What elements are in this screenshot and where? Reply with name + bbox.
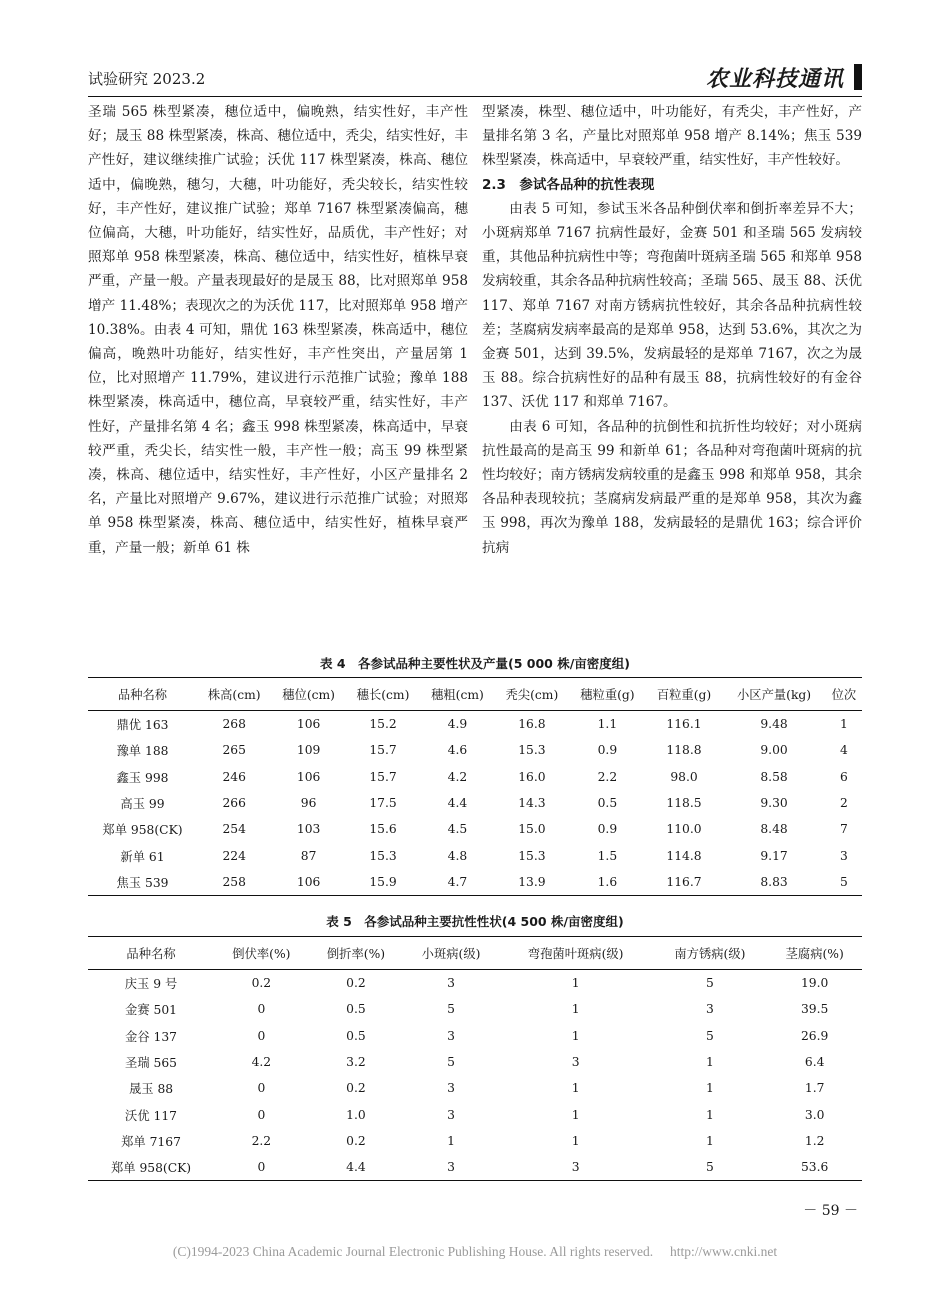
table-cell: 1 [571,1107,580,1122]
table-cell: 103 [296,822,321,837]
table4-header-cell: 穗粒重(g) [580,688,635,702]
table-cell: 0 [257,1107,266,1122]
resistance-paragraph-2: 由表 6 可知，各品种的抗倒性和抗折性均较好；对小斑病抗性最高的是高玉 99 和新单 61；各品种对弯孢菌叶斑病的抗性均较好；南方锈病发病较重的是鑫玉 998 和郑单 958，其余各品种表现较抗；茎腐病发病最严重的是郑单 958，其次为鑫玉 998，再次为豫单 188，发病最轻的是鼎优 163；综合评价抗病 [482,418,862,556]
table-cell: 郑单 7167 [121,1134,181,1149]
table-cell: 3.2 [346,1055,366,1070]
table-cell: 1.7 [804,1081,825,1096]
table4-header-cell: 秃尖(cm) [505,688,559,702]
table-cell: 1.1 [597,717,618,732]
table-row [88,1101,862,1127]
right-column [482,100,862,560]
table-cell: 1.6 [597,874,618,889]
table-row [88,996,862,1022]
table-cell: 0 [257,1002,266,1017]
section-title: 2.3 参试各品种的抗性表现 [482,176,655,193]
table-cell: 0.2 [346,1133,366,1148]
table-cell: 鑫玉 998 [116,770,169,785]
table-cell: 2.2 [597,769,618,784]
table-cell: 1 [571,1133,580,1148]
table-cell: 3 [447,1107,455,1122]
table-cell: 114.8 [666,848,702,863]
table-cell: 圣瑞 565 [125,1056,178,1071]
table5-header-cell: 小斑病(级) [421,947,481,961]
table4-header-cell: 穗长(cm) [356,688,410,702]
table-cell: 118.8 [666,743,702,758]
table-row [88,737,862,763]
table-cell: 110.0 [666,822,702,837]
table5-body [88,970,862,1181]
table-cell: 0.5 [597,796,618,811]
table-cell: 265 [222,743,246,758]
table-cell: 9.17 [760,848,788,863]
table-cell: 15.9 [369,874,397,889]
table-cell: 2.2 [251,1133,272,1148]
table4-header-row [88,678,862,711]
table-cell: 鼎优 163 [116,718,169,733]
table-cell: 0.2 [346,1081,366,1096]
table-cell: 246 [222,769,246,784]
table-cell: 4.2 [447,769,468,784]
table-cell: 晟玉 88 [128,1082,174,1097]
table-row [88,1154,862,1181]
table-cell: 0.5 [346,1028,366,1043]
table-cell: 8.58 [760,769,788,784]
table-cell: 0 [257,1028,266,1043]
table-cell: 0.2 [251,976,272,991]
table-cell: 16.0 [518,769,546,784]
table-cell: 1.5 [597,848,618,863]
table-cell: 7 [839,822,848,837]
table-cell: 268 [222,717,246,732]
table-row [88,970,862,997]
table-cell: 39.5 [800,1002,829,1017]
table-cell: 1 [571,1081,580,1096]
table-cell: 豫单 188 [116,744,169,759]
table-cell: 4.6 [447,743,468,758]
table4 [88,677,862,896]
table-cell: 1 [839,717,848,732]
table5-header-row [88,937,862,970]
table-cell: 1 [447,1133,455,1148]
table-cell: 新单 61 [120,849,165,864]
table-cell: 116.7 [666,874,702,889]
right-continuation: 型紧凑，株型、穗位适中，叶功能好，有秃尖，丰产性好，产量排名第 3 名，产量比对照郑单 958 增产 8.14%；焦玉 539 株型紧凑，株高适中，早衰较严重，结实性好，丰产性较好。 [482,104,862,169]
table-cell: 金赛 501 [125,1003,178,1018]
table-cell: 3 [447,1160,455,1175]
table-cell: 4.4 [346,1160,366,1175]
table4-header-cell: 品种名称 [117,688,168,702]
table-cell: 16.8 [518,717,546,732]
table-cell: 沃优 117 [125,1108,178,1123]
table-cell: 9.00 [760,743,788,758]
left-paragraph: 圣瑞 565 株型紧凑，穗位适中，偏晚熟，结实性好，丰产性好；晟玉 88 株型紧凑，株高、穗位适中，秃尖，结实性好，丰产性好，建议继续推广试验；沃优 117 株型紧凑，株高、穗位适中，偏晚熟，穗匀，大穗，叶功能好，秃尖较长，结实性较好，丰产性好，建议推广试验；郑单 7167 株型紧凑偏高，穗位偏高，大穗，叶功能好，结实性好，品质优，丰产性好；对照郑单 958 株型紧凑，株高、穗位适中，结实性好，植株早衰严重，产量一般。产量表现最好的是晟玉 88，比对照郑单 958 增产 11.48%；表现次之的为沃优 117，比对照郑单 958 增产 10.38%。由表 4 可知，鼎优 163 株型紧凑，株高适中，穗位偏高，晚熟叶功能好，结实性好，丰产性突出，产量居第 1 位，比对照增产 11.79%，建议进行示范推广试验；豫单 188 株型紧凑，株高适中，穗位高，早衰较严重，结实性好，丰产性好，产量排名第 4 名；鑫玉 998 株型紧凑，株高适中，早衰较严重，秃尖长，结实性一般，丰产性一般；高玉 99 株型紧凑，株高、穗位适中，结实性好，丰产性好，小区产量排名 2 名，产量比对照增产 9.67%，建议进行示范推广试验；对照郑单 958 株型紧凑，株高、穗位适中，结实性好，植株早衰严重，产量一般；新单 61 株 [88,104,468,556]
table-cell: 15.3 [518,743,546,758]
table-cell: 254 [222,822,246,837]
table-cell: 3.0 [804,1107,825,1122]
table-cell: 53.6 [800,1160,829,1175]
table4-header-cell: 穗位(cm) [282,688,335,702]
table-cell: 1 [705,1055,714,1070]
table-cell: 14.3 [518,796,546,811]
table-cell: 15.3 [369,848,397,863]
table-cell: 19.0 [800,976,829,991]
table-cell: 258 [222,874,246,889]
table-cell: 6.4 [804,1055,825,1070]
table-cell: 116.1 [666,717,702,732]
table-cell: 1 [705,1107,714,1122]
running-header [88,62,862,94]
table-cell: 4.7 [447,874,468,889]
table5-header-cell: 弯孢菌叶斑病(级) [527,947,624,961]
table-cell: 0.9 [597,822,618,837]
table-cell: 焦玉 539 [116,875,169,890]
table-row [88,790,862,816]
table-cell: 1 [571,1002,580,1017]
table4-body [88,711,862,896]
table-cell: 2 [839,796,848,811]
table-row [88,1049,862,1075]
table-cell: 8.48 [760,822,788,837]
table-cell: 109 [296,743,321,758]
table-cell: 0 [257,1160,266,1175]
table-row [88,869,862,896]
table-cell: 15.7 [369,769,397,784]
table-row [88,842,862,868]
table-cell: 15.6 [369,822,397,837]
table-cell: 3 [571,1055,580,1070]
table-cell: 15.2 [369,717,397,732]
table-row [88,1023,862,1049]
table-cell: 4.8 [447,848,468,863]
table-cell: 3 [447,1081,455,1096]
header-rule [88,96,862,97]
table4-header-cell: 位次 [831,688,857,702]
table-cell: 224 [222,848,246,863]
table-cell: 郑单 958(CK) [110,1161,192,1176]
table-cell: 5 [705,976,714,991]
table-cell: 1 [571,1028,580,1043]
table-cell: 5 [839,874,848,889]
page-number: － 59 － [803,1203,858,1219]
table-cell: 5 [705,1028,714,1043]
table-cell: 87 [300,848,317,863]
table4-header-cell: 株高(cm) [207,688,261,702]
table-cell: 4.2 [251,1055,272,1070]
table5-caption: 表 5 各参试品种主要抗性性状(4 500 株/亩密度组) [326,914,624,929]
table-cell: 96 [300,796,317,811]
table-cell: 5 [447,1002,455,1017]
header-bar-mark [854,64,862,90]
table-cell: 庆玉 9 号 [124,977,178,992]
table-cell: 0.9 [597,743,618,758]
table5-header-cell: 倒折率(%) [326,947,386,961]
table5-header-cell: 茎腐病(%) [785,947,844,961]
table-cell: 26.9 [800,1028,829,1043]
table-cell: 118.5 [666,796,702,811]
table-cell: 1 [705,1081,714,1096]
table5 [88,936,862,1181]
resistance-paragraph-1: 由表 5 可知，参试玉米各品种倒伏率和倒折率差异不大；小斑病郑单 7167 抗病性最好，金赛 501 和圣瑞 565 发病较重，其他品种抗病性中等；弯孢菌叶斑病圣瑞 565 和郑单 958 发病较重，其余各品种抗病性较高；圣瑞 565、晟玉 88、沃优 117、郑单 7167 对南方锈病抗性较好，其余各品种抗病性较差；茎腐病发病率最高的是郑单 958，达到 53.6%，其次之为金赛 501，达到 39.5%，发病最轻的是郑单 7167，次之为晟玉 88。综合抗病性好的品种有晟玉 88，抗病性较好的有金谷 137、沃优 117 和郑单 7167。 [482,200,862,411]
table4-caption: 表 4 各参试品种主要性状及产量(5 000 株/亩密度组) [319,656,631,671]
table-cell: 高玉 99 [120,797,165,812]
table-cell: 15.7 [369,743,397,758]
table-cell: 5 [447,1055,455,1070]
table-cell: 3 [447,1028,455,1043]
table-cell: 266 [222,796,246,811]
table-cell: 17.5 [369,796,397,811]
table5-header-cell: 品种名称 [126,947,176,961]
table-cell: 0 [257,1081,266,1096]
table-cell: 15.3 [518,848,546,863]
table-cell: 金谷 137 [125,1029,178,1044]
left-column [88,100,468,560]
table-cell: 106 [296,769,321,784]
table-cell: 0.2 [346,976,366,991]
table-cell: 15.0 [518,822,546,837]
table-cell: 5 [705,1160,714,1175]
table4-header-cell: 穗粗(cm) [431,688,484,702]
table-cell: 3 [447,976,455,991]
table-cell: 4.9 [447,717,468,732]
copyright-notice: (C)1994-2023 China Academic Journal Electronic Publishing House. All rights reserved. http://www.cnki.net [172,1244,778,1259]
table5-header-cell: 倒伏率(%) [232,947,291,961]
table-cell: 3 [571,1160,580,1175]
table-cell: 1 [705,1133,714,1148]
table-row [88,1075,862,1101]
table-cell: 6 [839,769,848,784]
table4-header-cell: 小区产量(kg) [736,688,812,702]
table-cell: 郑单 958(CK) [102,823,183,838]
table5-header-cell: 南方锈病(级) [674,947,746,961]
table-cell: 3 [705,1002,714,1017]
table-cell: 9.48 [760,717,788,732]
table-cell: 4.4 [447,796,468,811]
journal-logo: 农业科技通讯 [705,67,844,92]
table-row [88,764,862,790]
table-cell: 98.0 [670,769,698,784]
table-cell: 1.2 [804,1133,825,1148]
table-row [88,1128,862,1154]
table-cell: 9.30 [760,796,788,811]
table-cell: 106 [296,874,321,889]
table-row [88,816,862,842]
table-cell: 4 [839,743,848,758]
table-cell: 0.5 [346,1002,366,1017]
table-cell: 3 [839,848,848,863]
table-cell: 106 [296,717,321,732]
table-cell: 8.83 [760,874,788,889]
table-row [88,711,862,738]
table-cell: 1.0 [346,1107,366,1122]
table4-header-cell: 百粒重(g) [656,688,712,702]
table-cell: 4.5 [447,822,468,837]
table-cell: 1 [571,976,580,991]
journal-issue: 试验研究 2023.2 [88,70,206,88]
table-cell: 13.9 [518,874,546,889]
